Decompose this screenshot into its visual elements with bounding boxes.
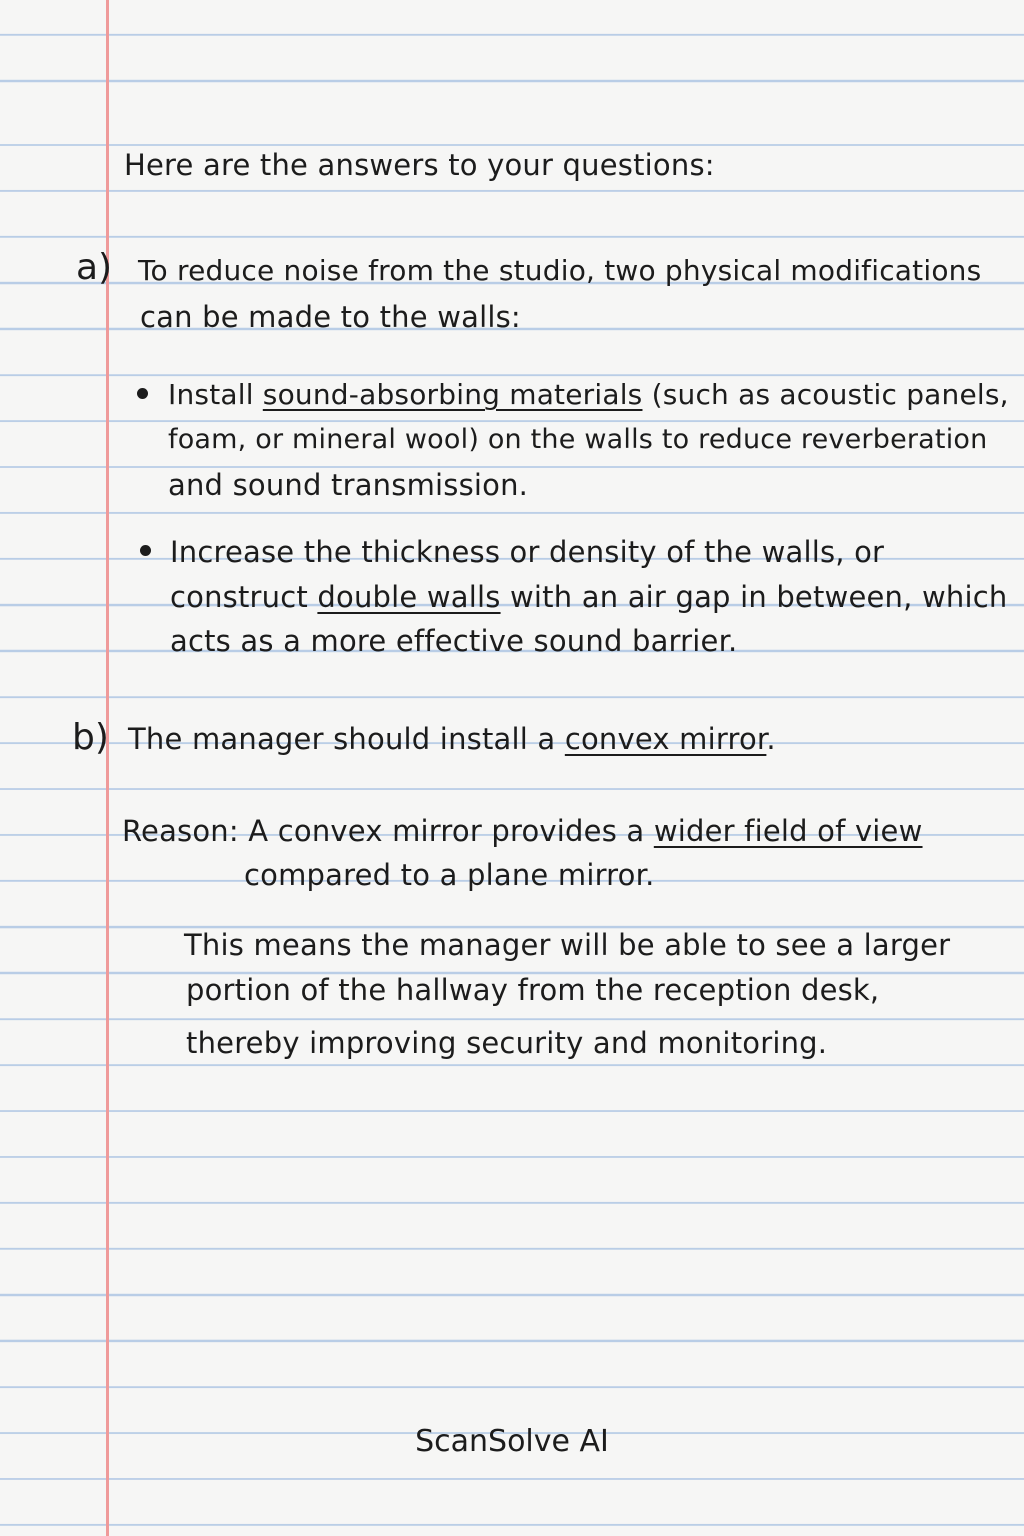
- bullet2-line1: Increase the thickness or density of the walls, or: [170, 535, 885, 569]
- margin-line: [106, 0, 109, 1536]
- part-b-pre: The manager should install a: [128, 722, 565, 756]
- bullet1-line2: foam, or mineral wool) on the walls to reduce reverberation: [168, 424, 988, 455]
- explain-line2: portion of the hallway from the reception desk,: [186, 973, 880, 1007]
- signature: ScanSolve AI: [415, 1424, 609, 1459]
- bullet1-pre: Install: [168, 378, 263, 411]
- bullet-dot-2: [140, 545, 151, 556]
- part-b-marker: b): [72, 717, 109, 758]
- part-b-line: [128, 722, 776, 756]
- bullet2-pre: construct: [170, 580, 318, 614]
- part-b-post: .: [766, 722, 776, 756]
- part-a-lead-line2: can be made to the walls:: [140, 300, 521, 334]
- part-b-underlined: convex mirror: [564, 722, 767, 756]
- part-a-lead-line1: To reduce noise from the studio, two physical modifications: [138, 254, 982, 287]
- bullet2-post: with an air gap in between, which: [500, 580, 1008, 614]
- bullet2-underlined: double walls: [317, 580, 501, 614]
- bullet-dot-1: [137, 388, 148, 399]
- part-a-marker: a): [76, 247, 113, 288]
- bullet1-post: (such as acoustic panels,: [642, 378, 1009, 411]
- reason-underlined: wider field of view: [653, 814, 923, 848]
- bullet2-line2: [170, 580, 1007, 614]
- reason-pre: A convex mirror provides a: [248, 814, 654, 848]
- reason-line1: [122, 814, 923, 848]
- bullet2-line3: acts as a more effective sound barrier.: [170, 624, 738, 658]
- bullet1-line3: and sound transmission.: [168, 468, 529, 502]
- reason-line2: compared to a plane mirror.: [244, 858, 655, 892]
- explain-line1: This means the manager will be able to see a larger: [184, 928, 951, 962]
- bullet1-line1: [168, 378, 1009, 412]
- bullet1-underlined: sound-absorbing materials: [262, 378, 643, 411]
- intro-text: Here are the answers to your questions:: [124, 148, 715, 182]
- explain-line3: thereby improving security and monitoring.: [186, 1026, 828, 1060]
- reason-label: Reason:: [122, 814, 239, 848]
